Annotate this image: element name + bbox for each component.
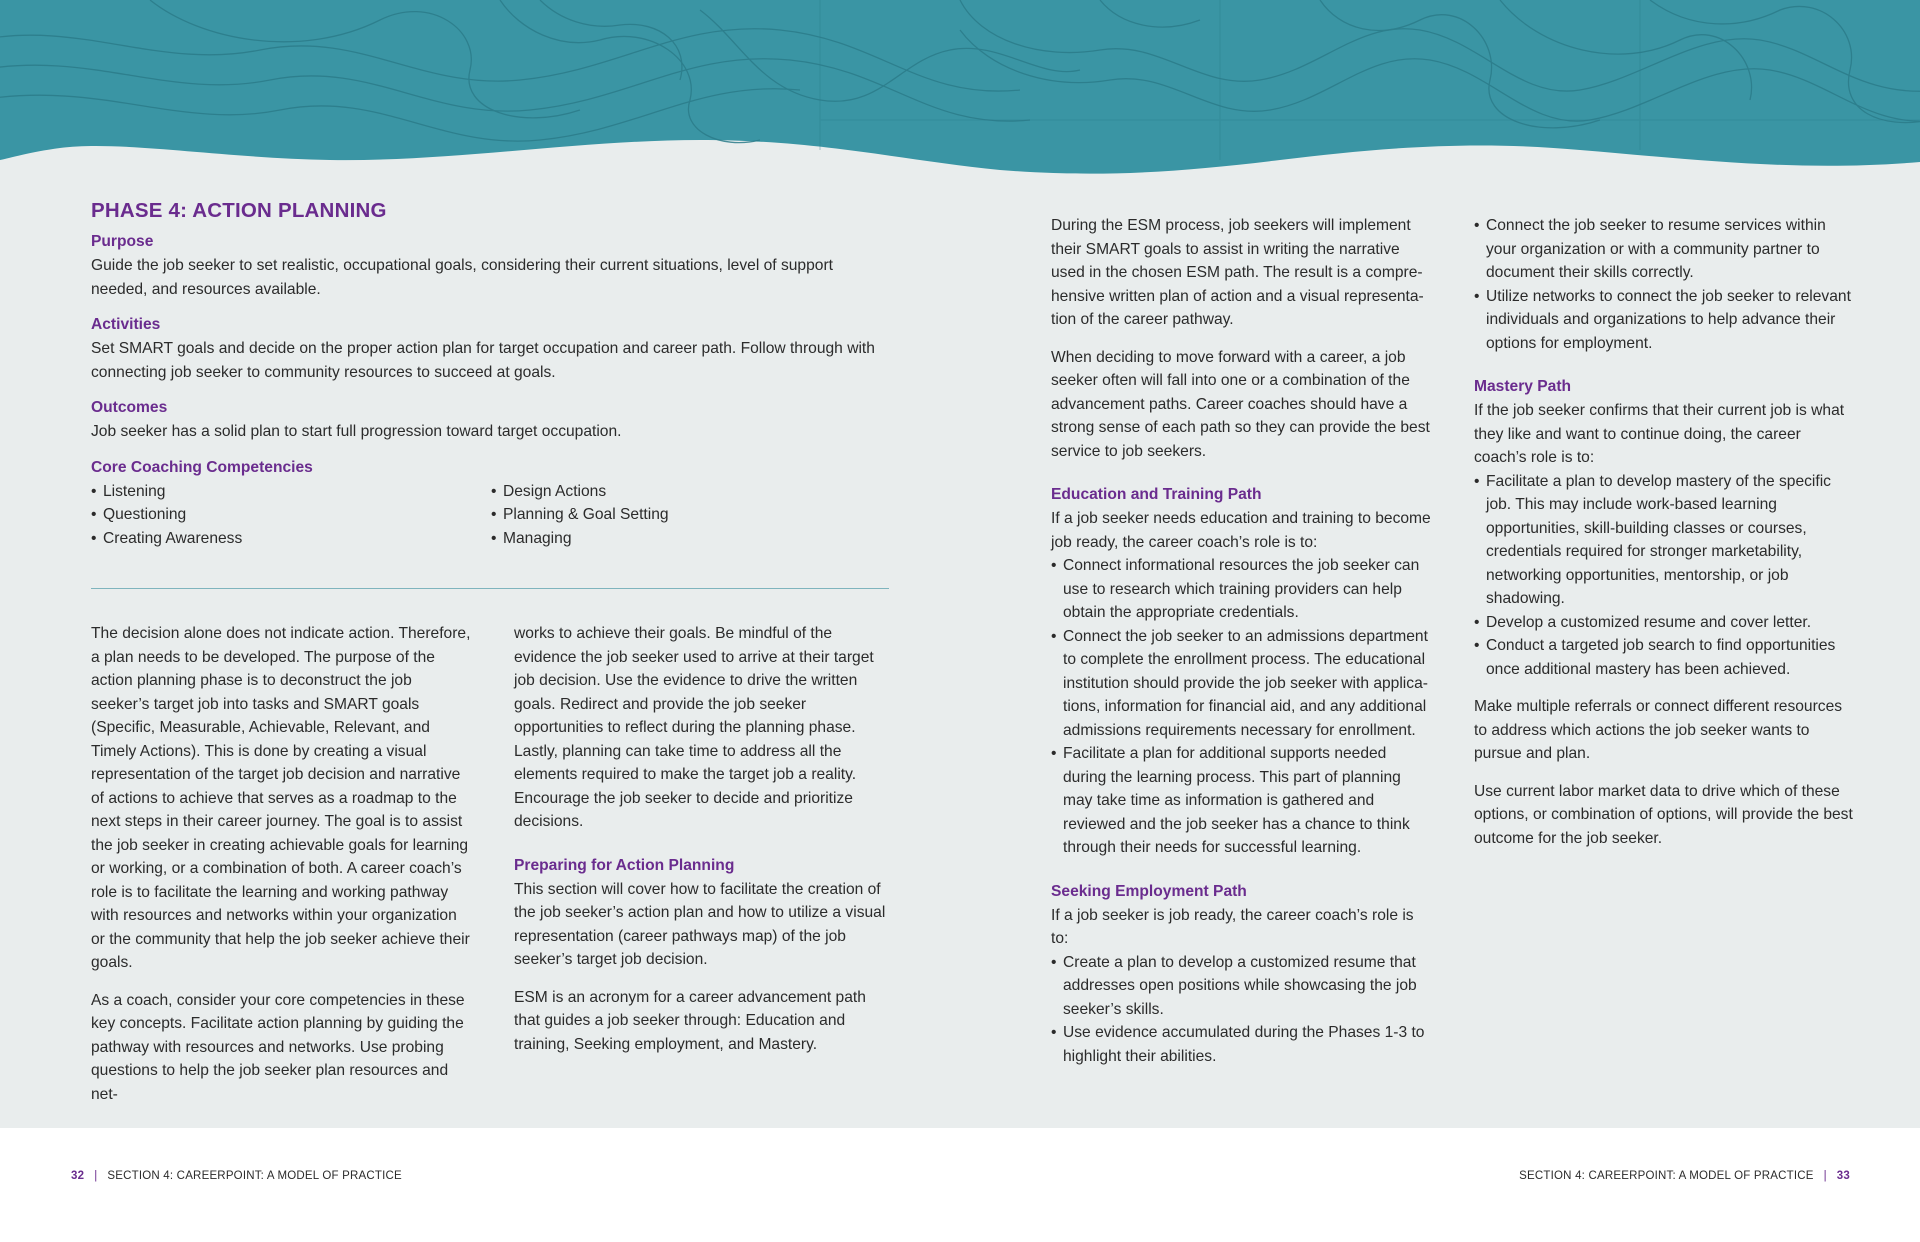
activities-heading: Activities (91, 316, 161, 333)
activities-section (91, 313, 891, 384)
competencies-grid (91, 480, 891, 551)
list-item: • Use evidence accumulated during the Phases 1-3 to highlight their abilities. (1051, 1021, 1431, 1068)
competencies-list-2 (491, 480, 891, 551)
preparing-heading: Preparing for Action Planning (514, 856, 735, 874)
list-item: • Connect informational resources the job seeker can use to research which training providers can help obtain the appropriate credentials. (1051, 554, 1431, 625)
competencies-list-1 (91, 480, 491, 551)
topographic-header-banner (0, 0, 1920, 190)
mastery-path-list (1474, 470, 1854, 682)
list-item: • Connect the job seeker to resume services within your organization or with a community partner to document their skills correctly. (1474, 214, 1854, 285)
body-paragraph: During the ESM process, job seekers will implement their SMART goals to assist in writing the narrative used in the chosen ESM path. The result is a comprehensive written plan of action and a visual representation of the career pathway. (1051, 217, 1424, 328)
mastery-path-intro: If the job seeker confirms that their current job is what they like and want to continue doing, the career coach’s role is to: (1474, 402, 1845, 466)
body-paragraph: When deciding to move forward with a career, a job seeker often will fall into one or a combination of the advancement paths. Career coaches should have a strong sense of each path so they can provide the best service to job seekers. (1051, 348, 1430, 460)
list-item: • Facilitate a plan for additional supports needed during the learning process. This part of planning may take time as information is gathered and reviewed and the job seeker has a chance to think through their needs for successful learning. (1051, 742, 1431, 860)
right-column-1 (1051, 214, 1431, 1068)
list-item: • Utilize networks to connect the job seeker to relevant individuals and organizations to help advance their options for employment. (1474, 285, 1854, 356)
purpose-section (91, 230, 891, 301)
list-item: • Facilitate a plan to develop mastery of the specific job. This may include work-based learning opportunities, skill-building classes or courses, credentials required for stronger marketability, networking opportunities, mentorship, or job shadowing. (1474, 470, 1854, 611)
seeking-employment-heading: Seeking Employment Path (1051, 882, 1247, 900)
list-item: • Connect the job seeker to an admissions department to complete the enrollment process. The educational institution should provide the job seeker with applications, information for financial aid, and any additional admissions requirements necessary for enrollment. (1051, 625, 1431, 743)
footer-right (1519, 1168, 1850, 1184)
seeking-employment-intro: If a job seeker is job ready, the career coach’s role is to: (1051, 906, 1414, 947)
education-path-list (1051, 554, 1431, 860)
footer-left (71, 1168, 402, 1184)
body-paragraph: Make multiple referrals or connect different resources to address which actions the job seeker wants to pursue and plan. (1474, 698, 1843, 762)
list-item: • Develop a customized resume and cover letter. (1474, 611, 1854, 635)
footer-separator: | (1823, 1170, 1827, 1182)
page-number-right: 33 (1836, 1170, 1850, 1182)
right-column-2 (1474, 214, 1854, 864)
footer-section-title: SECTION 4: CAREERPOINT: A MODEL OF PRACTICE (1519, 1170, 1814, 1182)
education-path-heading: Education and Training Path (1051, 486, 1262, 503)
list-item: • Design Actions (491, 480, 891, 504)
seeking-employment-list (1051, 951, 1431, 1069)
left-body-column-1 (91, 622, 471, 1120)
list-item: • Listening (91, 480, 491, 504)
footer-section-title: SECTION 4: CAREERPOINT: A MODEL OF PRACTICE (107, 1170, 402, 1182)
body-paragraph: This section will cover how to facilitate the creation of the job seeker’s action plan and how to utilize a visual representation (career pathways map) of the job seeker’s target job decision. (514, 880, 886, 968)
list-item: • Questioning (91, 503, 491, 527)
left-top-section (91, 198, 891, 562)
list-item: • Planning & Goal Setting (491, 503, 891, 527)
outcomes-text: Job seeker has a solid plan to start full progression toward target occupation. (91, 423, 622, 440)
mastery-path-heading: Mastery Path (1474, 378, 1572, 395)
list-item: • Create a plan to develop a customized resume that addresses open positions while showcasing the job seeker’s skills. (1051, 951, 1431, 1022)
body-paragraph: ESM is an acronym for a career advancement path that guides a job seeker through: Education and training, Seeking employment, and Mastery. (514, 988, 866, 1053)
list-item: • Creating Awareness (91, 527, 491, 551)
activities-text: Set SMART goals and decide on the proper action plan for target occupation and career path. Follow through with connecting job seeker to community resources to succeed at goals. (91, 340, 875, 381)
page-title: PHASE 4: ACTION PLANNING (91, 199, 387, 222)
body-paragraph: Use current labor market data to drive which of these options, or combination of options, will provide the best outcome for the job seeker. (1474, 782, 1853, 847)
outcomes-heading: Outcomes (91, 399, 168, 416)
outcomes-section (91, 396, 891, 444)
competencies-heading: Core Coaching Competencies (91, 458, 313, 476)
page-number-left: 32 (71, 1170, 85, 1182)
list-item: • Managing (491, 527, 891, 551)
seeking-employment-list-continued (1474, 214, 1854, 355)
list-item: • Conduct a targeted job search to find opportunities once additional mastery has been achieved. (1474, 634, 1854, 681)
body-paragraph: As a coach, consider your core competencies in these key concepts. Facilitate action planning by guiding the pathway with resources and networks. Use probing questions to help the job seeker plan resources and net- (91, 991, 465, 1103)
competencies-section (91, 456, 891, 551)
education-path-intro: If a job seeker needs education and training to become job ready, the career coach’s role is to: (1051, 510, 1431, 551)
topographic-map-graphic (0, 0, 1920, 190)
left-body-column-2 (514, 622, 894, 1070)
body-paragraph: The decision alone does not indicate action. Therefore, a plan needs to be developed. The purpose of the action planning phase is to deconstruct the job seeker’s target job into tasks and SMART goals (Specific, Measurable, Achievable, Relevant, and Timely Actions). This is done by creating a visual representation of the target job decision and narrative of actions to achieve that serves as a roadmap to the next steps in their career journey. The goal is to assist the job seeker in creating achievable goals for learning or working, or a combination of both. A career coach’s role is to facilitate the learning and working pathway with resources and networks within your organization or the community that help the job seeker achieve their goals. (91, 625, 471, 971)
purpose-text: Guide the job seeker to set realistic, occupational goals, considering their current situations, level of support needed, and resources available. (91, 257, 833, 298)
section-divider (91, 588, 889, 589)
purpose-heading: Purpose (91, 233, 154, 250)
footer-separator: | (94, 1170, 98, 1182)
body-paragraph: works to achieve their goals. Be mindful of the evidence the job seeker used to arrive at their target job decision. Use the evidence to drive the written goals. Redirect and provide the job seeker opportunities to reflect during the planning phase. Lastly, planning can take time to address all the elements required to make the target job a reality. Encourage the job seeker to decide and prioritize decisions. (514, 625, 874, 830)
